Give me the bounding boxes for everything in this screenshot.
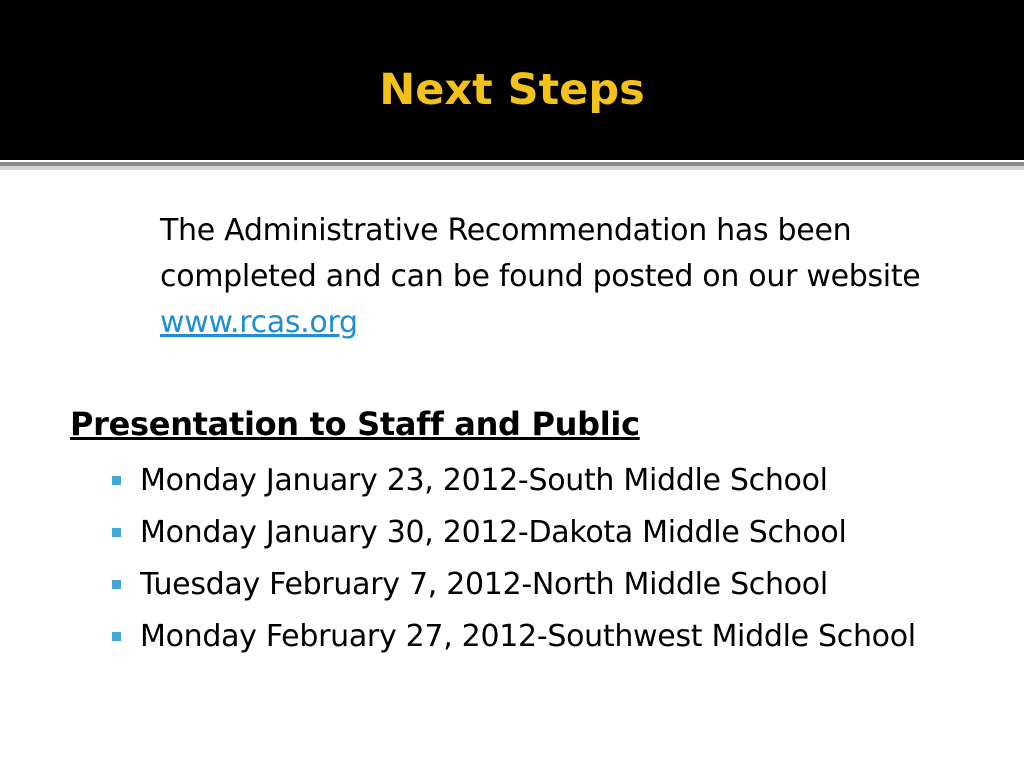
square-bullet-icon bbox=[112, 476, 121, 485]
title-bar bbox=[0, 0, 1024, 160]
square-bullet-icon bbox=[112, 632, 121, 641]
list-item-text: Tuesday February 7, 2012-North Middle School bbox=[140, 567, 828, 602]
square-bullet-icon bbox=[112, 580, 121, 589]
title-divider-shadow bbox=[0, 166, 1024, 170]
presentation-list bbox=[108, 458, 968, 666]
intro-paragraph bbox=[160, 208, 980, 346]
list-item bbox=[108, 614, 968, 660]
section-heading: Presentation to Staff and Public bbox=[70, 405, 640, 443]
website-link[interactable]: www.rcas.org bbox=[160, 305, 358, 340]
list-item-text: Monday January 30, 2012-Dakota Middle School bbox=[140, 515, 847, 550]
slide-title: Next Steps bbox=[379, 65, 645, 115]
square-bullet-icon bbox=[112, 528, 121, 537]
list-item bbox=[108, 458, 968, 504]
list-item bbox=[108, 562, 968, 608]
list-item-text: Monday January 23, 2012-South Middle School bbox=[140, 463, 828, 498]
list-item-text: Monday February 27, 2012-Southwest Middle School bbox=[140, 619, 916, 654]
list-item bbox=[108, 510, 968, 556]
intro-text: The Administrative Recommendation has been completed and can be found posted on our website bbox=[160, 213, 921, 294]
